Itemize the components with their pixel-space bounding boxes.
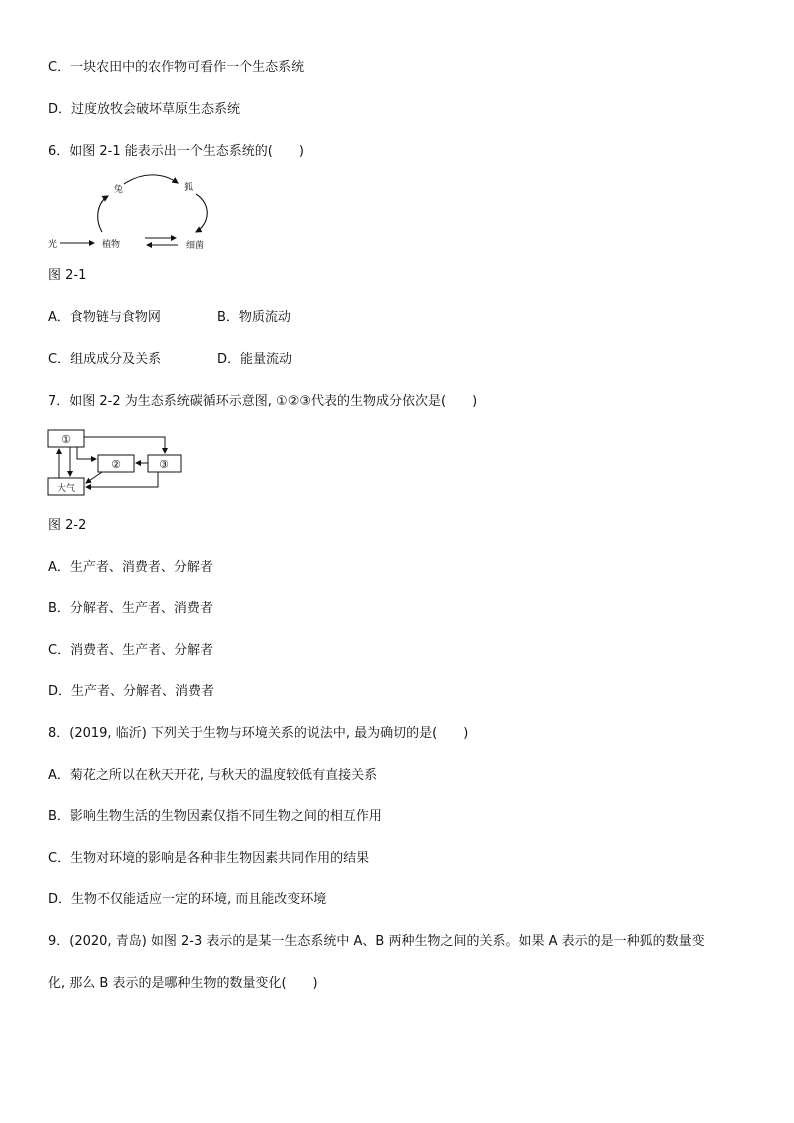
question-9-line-1: 9．(2020, 青岛) 如图 2-3 表示的是某一生态系统中 A、B 两种生物之间的关系。如果 A 表示的是一种狐的数量变 (48, 934, 705, 949)
q8-option-c: C．生物对环境的影响是各种非生物因素共同作用的结果 (48, 851, 370, 866)
q8-option-a: A．菊花之所以在秋天开花, 与秋天的温度较低有直接关系 (48, 768, 378, 783)
fig21-bacteria: 细菌 (186, 241, 205, 251)
arrow-2-to-air (86, 472, 102, 483)
question-6: 6．如图 2-1 能表示出一个生态系统的( ) (48, 144, 304, 159)
q6-option-c: C．组成成分及关系 (48, 352, 162, 367)
figure-2-2-diagram (44, 425, 189, 499)
fig21-plant: 植物 (102, 240, 121, 250)
arrow-fox-to-bacteria (196, 194, 207, 232)
q6-option-a: A．食物链与食物网 (48, 310, 161, 325)
q7-option-d: D．生产者、分解者、消费者 (48, 684, 215, 699)
question-9-line-2: 化, 那么 B 表示的是哪种生物的数量变化( ) (48, 976, 318, 991)
q7-option-c: C．消费者、生产者、分解者 (48, 643, 214, 658)
arrow-1-to-2 (77, 447, 96, 459)
box-1-label: ① (61, 433, 71, 446)
box-air-label: 大气 (56, 484, 76, 494)
q6-option-d: D．能量流动 (217, 352, 293, 367)
question-8: 8．(2019, 临沂) 下列关于生物与环境关系的说法中, 最为确切的是( ) (48, 726, 469, 741)
arrow-plant-to-rabbit (98, 196, 108, 232)
box-2-label: ② (111, 458, 121, 471)
fig21-rabbit: 兔 (114, 185, 124, 195)
q8-option-b: B．影响生物生活的生物因素仅指不同生物之间的相互作用 (48, 809, 382, 824)
fig21-fox: 狐 (184, 183, 194, 193)
q5-option-c: C．一块农田中的农作物可看作一个生态系统 (48, 60, 305, 75)
figure-2-1-diagram (44, 170, 224, 256)
q8-option-d: D．生物不仅能适应一定的环境, 而且能改变环境 (48, 892, 327, 907)
question-7: 7．如图 2-2 为生态系统碳循环示意图, ①②③代表的生物成分依次是( ) (48, 394, 478, 409)
q7-option-a: A．生产者、消费者、分解者 (48, 560, 213, 575)
figure-2-2-caption: 图 2-2 (48, 518, 87, 533)
arrow-3-to-air (86, 472, 158, 487)
arrow-1-to-3 (84, 437, 165, 453)
q7-option-b: B．分解者、生产者、消费者 (48, 601, 213, 616)
fig21-light: 光 (48, 240, 58, 250)
box-3-label: ③ (159, 458, 169, 471)
q6-option-b: B．物质流动 (217, 310, 291, 325)
arrow-rabbit-to-fox (124, 175, 178, 184)
q5-option-d: D．过度放牧会破坏草原生态系统 (48, 102, 241, 117)
figure-2-1-caption: 图 2-1 (48, 268, 87, 283)
